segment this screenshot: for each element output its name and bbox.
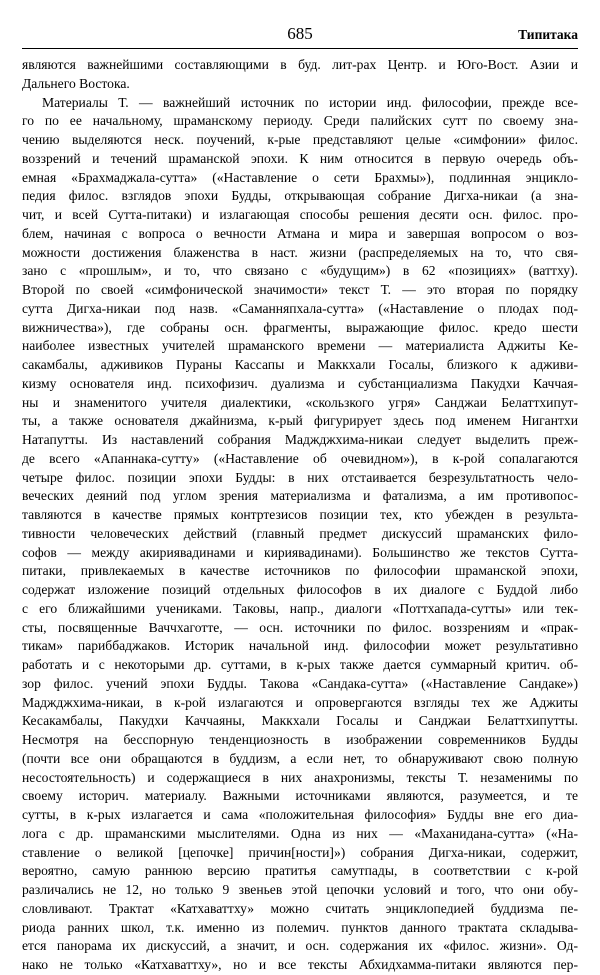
header-rule: [22, 48, 578, 49]
page-header: [22, 24, 578, 46]
text-line: Материалы Т. — важнейший источник по истории инд. философии, прежде все-: [42, 94, 578, 110]
text-line: сакамбалы, адживиков Пураны Кассапы и Маккхали Госалы, близкого к адживи-: [22, 357, 578, 372]
text-line: Второй по своей «симфонической значимости» текст Т. — это вторая по порядку: [22, 282, 578, 297]
text-line: Дальнего Востока.: [22, 75, 130, 91]
text-line: Натапутты. Из наставлений собрания Маджджхима-никаи следует выделить преж-: [22, 432, 578, 447]
text-line: Маджджхима-никаи, в к-рой излагаются и опровергаются взгляды тех же Аджиты: [22, 694, 578, 710]
text-line: сты, посвященные Ваччхаготте, — осн. источники по филос. воззрениям и «прак-: [22, 619, 578, 635]
text-line: вероятно, самую раннюю версию пратитья самутпады, в соответствии с к-рой: [22, 863, 578, 879]
text-line: несостоятельность) и содержащиеся в них анахронизмы, тексты Т. незаменимы по: [22, 769, 578, 785]
text-line: словливают. Трактат «Катхаваттху» можно считать энциклопедией буддизма пе-: [22, 900, 578, 916]
text-line: го по ее начальному, шраманскому периоду. Среди палийских сутт по своему зна-: [22, 113, 578, 129]
text-line: тикам» париббаджаков. Историк начальной инд. философии может результативно: [22, 638, 578, 654]
text-line: Кесакамбалы, Пакудхи Каччаяны, Маккхали Госалы и Санджаи Белаттхипутты.: [22, 713, 578, 729]
text-line: Несмотря на бесспорную тенденциозность в изображении современников Будды: [22, 732, 578, 747]
text-line: тавляются в качестве прямых контртезисов позиции тех, кто убежден в результа-: [22, 507, 578, 522]
text-line: наиболее известных учителей шраманского времени — материалиста Аджиты Ке-: [22, 338, 578, 354]
text-line: кизму основателя инд. психофизич. дуализма и субстанциализма Пакудхи Каччая-: [22, 375, 578, 391]
body-text: [22, 56, 578, 975]
text-line: с его ближайшими учениками. Таковы, напр., диалоги «Поттхапада-сутты» или тек-: [22, 600, 578, 616]
text-line: ставление о великой [цепочке] причин[ности]») собрания Дигха-никаи, содержит,: [22, 844, 578, 860]
text-line: тивности человеческих действий (главный предмет дискуссий шраманских фило-: [22, 525, 578, 541]
text-line: веческих деяний под углом зрения материализма и фатализма, а им противопос-: [22, 488, 578, 504]
text-line: софов — между акириявадинами и кириявадинами). Большинство же текстов Сутта-: [22, 544, 578, 560]
text-line: де всего «Апаннака-сутту» («Наставление об очевидном»), в к-рой сопалагаются: [22, 450, 578, 466]
text-line: блем, начиная с вопроса о вечности Атмана и мира и завершая вопросом о воз-: [22, 225, 578, 241]
text-line: являются важнейшими составляющими в буд. лит-рах Центр. и Юго-Вост. Азии и: [22, 57, 578, 72]
text-line: питаки, привлекаемых в качестве источников по философии шраманской эпохи,: [22, 563, 578, 579]
text-line: различались не 12, но только 9 звеньев этой цепочки условий и того, что они обу-: [22, 882, 578, 897]
text-line: воззрений и течений шраманской эпохи. К ним относится в первую очередь объ-: [22, 150, 578, 166]
text-line: нако не только «Катхаваттху», но и все тексты Абхидхамма-питаки являются пер-: [22, 957, 578, 972]
text-line: зор филос. учений эпохи Будды. Такова «Сандака-сутта» («Наставление Сандаке»): [22, 675, 578, 691]
text-line: лога с др. шраманскими мыслителями. Одна из них — «Маханидана-сутта» («На-: [22, 825, 578, 841]
text-line: своему историч. материалу. Важными источниками являются, разумеется, и те: [22, 788, 578, 804]
text-line: ны и знаменитого учителя диалектики, «скользкого угря» Санджаи Белаттхипут-: [22, 394, 578, 410]
text-line: (почти все они обращаются в буддизм, а если нет, то обнаруживают свою полную: [22, 750, 578, 766]
text-line: ется панорама их дискуссий, а значит, и осн. содержания их «филос. жизни». Од-: [22, 938, 578, 954]
text-line: ты, а также основателя джайнизма, к-рый фигурирует здесь под именем Нигантхи: [22, 413, 578, 429]
text-line: педия филос. взглядов эпохи Будды, открывающая собрание Дигха-никаи (а зна-: [22, 188, 578, 204]
text-line: зано с «прошлым», и то, что связано с «будущим») в 62 «позициях» (ваттху).: [22, 263, 578, 279]
running-title: Типитака: [518, 27, 578, 42]
text-line: чит, и всей Сутта-питаки) и излагающая способы решения десяти осн. филос. про-: [22, 207, 578, 222]
text-line: содержат изложение позиций отдельных философов в их диалоге с Буддой либо: [22, 582, 578, 597]
text-line: четыре филос. позиции эпохи Будды: в них отстаивается безрезультатность чело-: [22, 469, 578, 485]
text-line: сутта Дигха-никаи под назв. «Саманняпхала-сутта» («Наставление о плодах под-: [22, 300, 578, 316]
page-number: 685: [287, 24, 313, 43]
text-line: работать и с некоторыми др. суттами, в к-рых также дается суммарный критич. об-: [22, 657, 578, 672]
text-line: чению выделяются неск. поучений, к-рые представляют целые «симфонии» филос.: [22, 132, 578, 147]
text-line: риода ранних школ, т.к. именно из полемич. пунктов данного трактата складыва-: [22, 919, 578, 935]
text-line: вижничества»), где собраны осн. фрагменты, выражающие филос. кредо шести: [22, 319, 578, 335]
text-line: емная «Брахмаджала-сутта» («Наставление о сети Брахмы»), подлинная энцикло-: [22, 169, 578, 185]
text-line: можности достижения блаженства в наст. жизни (распределяемых на то, что свя-: [22, 244, 578, 260]
text-line: сутты, в к-рых излагается и сама «положительная философия» Будды вне его диа-: [22, 807, 578, 822]
